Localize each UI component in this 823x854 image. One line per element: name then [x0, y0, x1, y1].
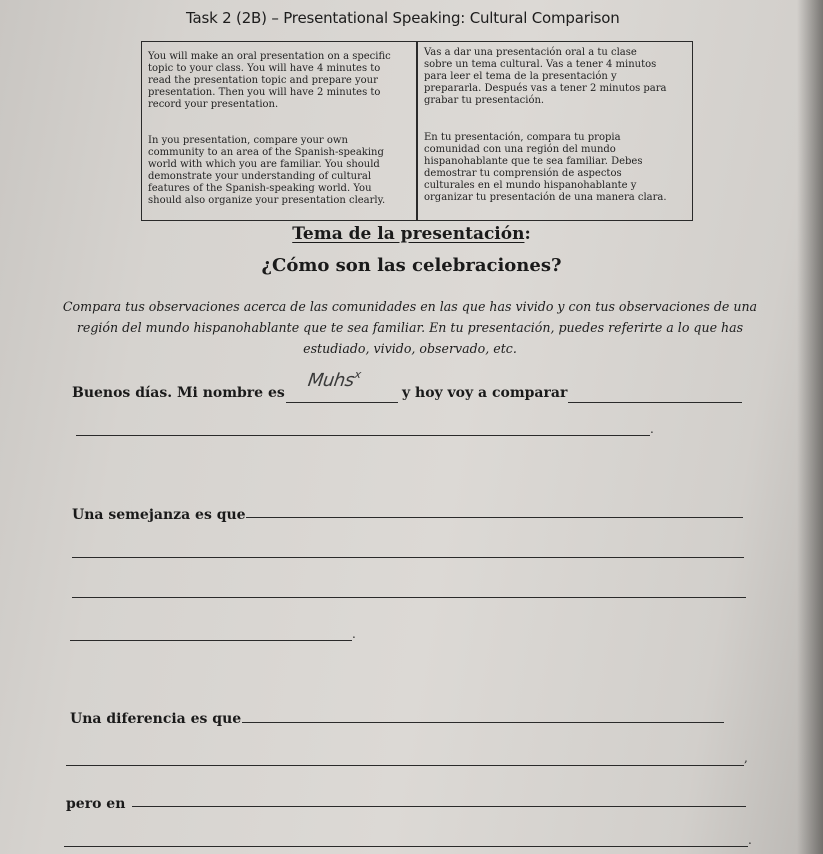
instr-line: grabar tu presentación. [424, 95, 545, 106]
comma-mark: , [744, 751, 748, 765]
similarity-field-line-2[interactable] [72, 557, 744, 558]
similarity-field-line-3[interactable] [72, 597, 746, 598]
instr-line: sobre un tema cultural. Vas a tener 4 minutos [424, 59, 657, 70]
topic-heading-colon: : [524, 224, 531, 244]
difference-label: Una diferencia es que [70, 711, 242, 727]
difference-field[interactable] [242, 722, 724, 723]
instr-line: organizar tu presentación de una manera clara. [424, 192, 667, 203]
similarity-field-line-4[interactable] [70, 640, 352, 641]
instr-line: comunidad con una región del mundo [424, 144, 616, 155]
topic-prompt: Compara tus observaciones acerca de las comunidades en las que has vivido y con tus observaciones de una región del mundo hispanohablante que te sea familiar. En tu presentación, puedes referirte a lo que has estudiado, vivido, observado, etc. [62, 299, 758, 356]
instr-line: topic to your class. You will have 4 minutes to [148, 63, 381, 74]
name-handwritten-text: Muhs [306, 370, 356, 391]
compare-label: y hoy voy a comparar [402, 385, 568, 401]
name-handwritten-mark: x [353, 368, 362, 381]
greeting-label: Buenos días. Mi nombre es [72, 385, 285, 401]
instr-line: community to an area of the Spanish-speaking [148, 147, 384, 158]
compare-field-continued[interactable] [76, 435, 650, 436]
compare-field[interactable] [568, 402, 742, 403]
similarity-label: Una semejanza es que [72, 507, 246, 523]
instr-line: read the presentation topic and prepare your [148, 75, 378, 86]
name-handwritten [307, 370, 362, 391]
instr-line: para leer el tema de la presentación y [424, 71, 617, 82]
table-divider [416, 42, 418, 220]
name-field[interactable] [286, 402, 398, 403]
page-title: Task 2 (2B) – Presentational Speaking: Cultural Comparison [186, 9, 620, 27]
difference-field-line-2[interactable] [66, 765, 744, 766]
but-field-line-2[interactable] [64, 846, 748, 847]
instr-line: demonstrate your understanding of cultural [148, 171, 372, 182]
period-mark: . [650, 422, 654, 436]
instr-line: demostrar tu comprensión de aspectos [424, 168, 622, 179]
instr-line: hispanohablante que te sea familiar. Debes [424, 156, 643, 167]
instr-line: En tu presentación, compara tu propia [424, 132, 621, 143]
instr-line: features of the Spanish-speaking world. You [148, 183, 372, 194]
topic-heading [0, 224, 823, 244]
instr-line: record your presentation. [148, 99, 279, 110]
similarity-field[interactable] [246, 517, 743, 518]
instr-line: culturales en el mundo hispanohablante y [424, 180, 637, 191]
instr-line: should also organize your presentation clearly. [148, 195, 386, 206]
page-shadow [797, 0, 823, 854]
instr-line: You will make an oral presentation on a specific [148, 51, 391, 62]
but-field[interactable] [132, 806, 746, 807]
instr-line: prepararla. Después vas a tener 2 minutos para [424, 83, 667, 94]
topic-question: ¿Cómo son las celebraciones? [261, 255, 562, 276]
instr-line: presentation. Then you will have 2 minutes to [148, 87, 381, 98]
instr-line: Vas a dar una presentación oral a tu clase [424, 47, 637, 58]
instr-line: world with which you are familiar. You should [148, 159, 380, 170]
instr-line: In you presentation, compare your own [148, 135, 348, 146]
but-label: pero en [66, 796, 126, 812]
period-mark: . [748, 833, 752, 847]
topic-heading-text: Tema de la presentación [292, 224, 525, 244]
period-mark: . [352, 627, 356, 641]
